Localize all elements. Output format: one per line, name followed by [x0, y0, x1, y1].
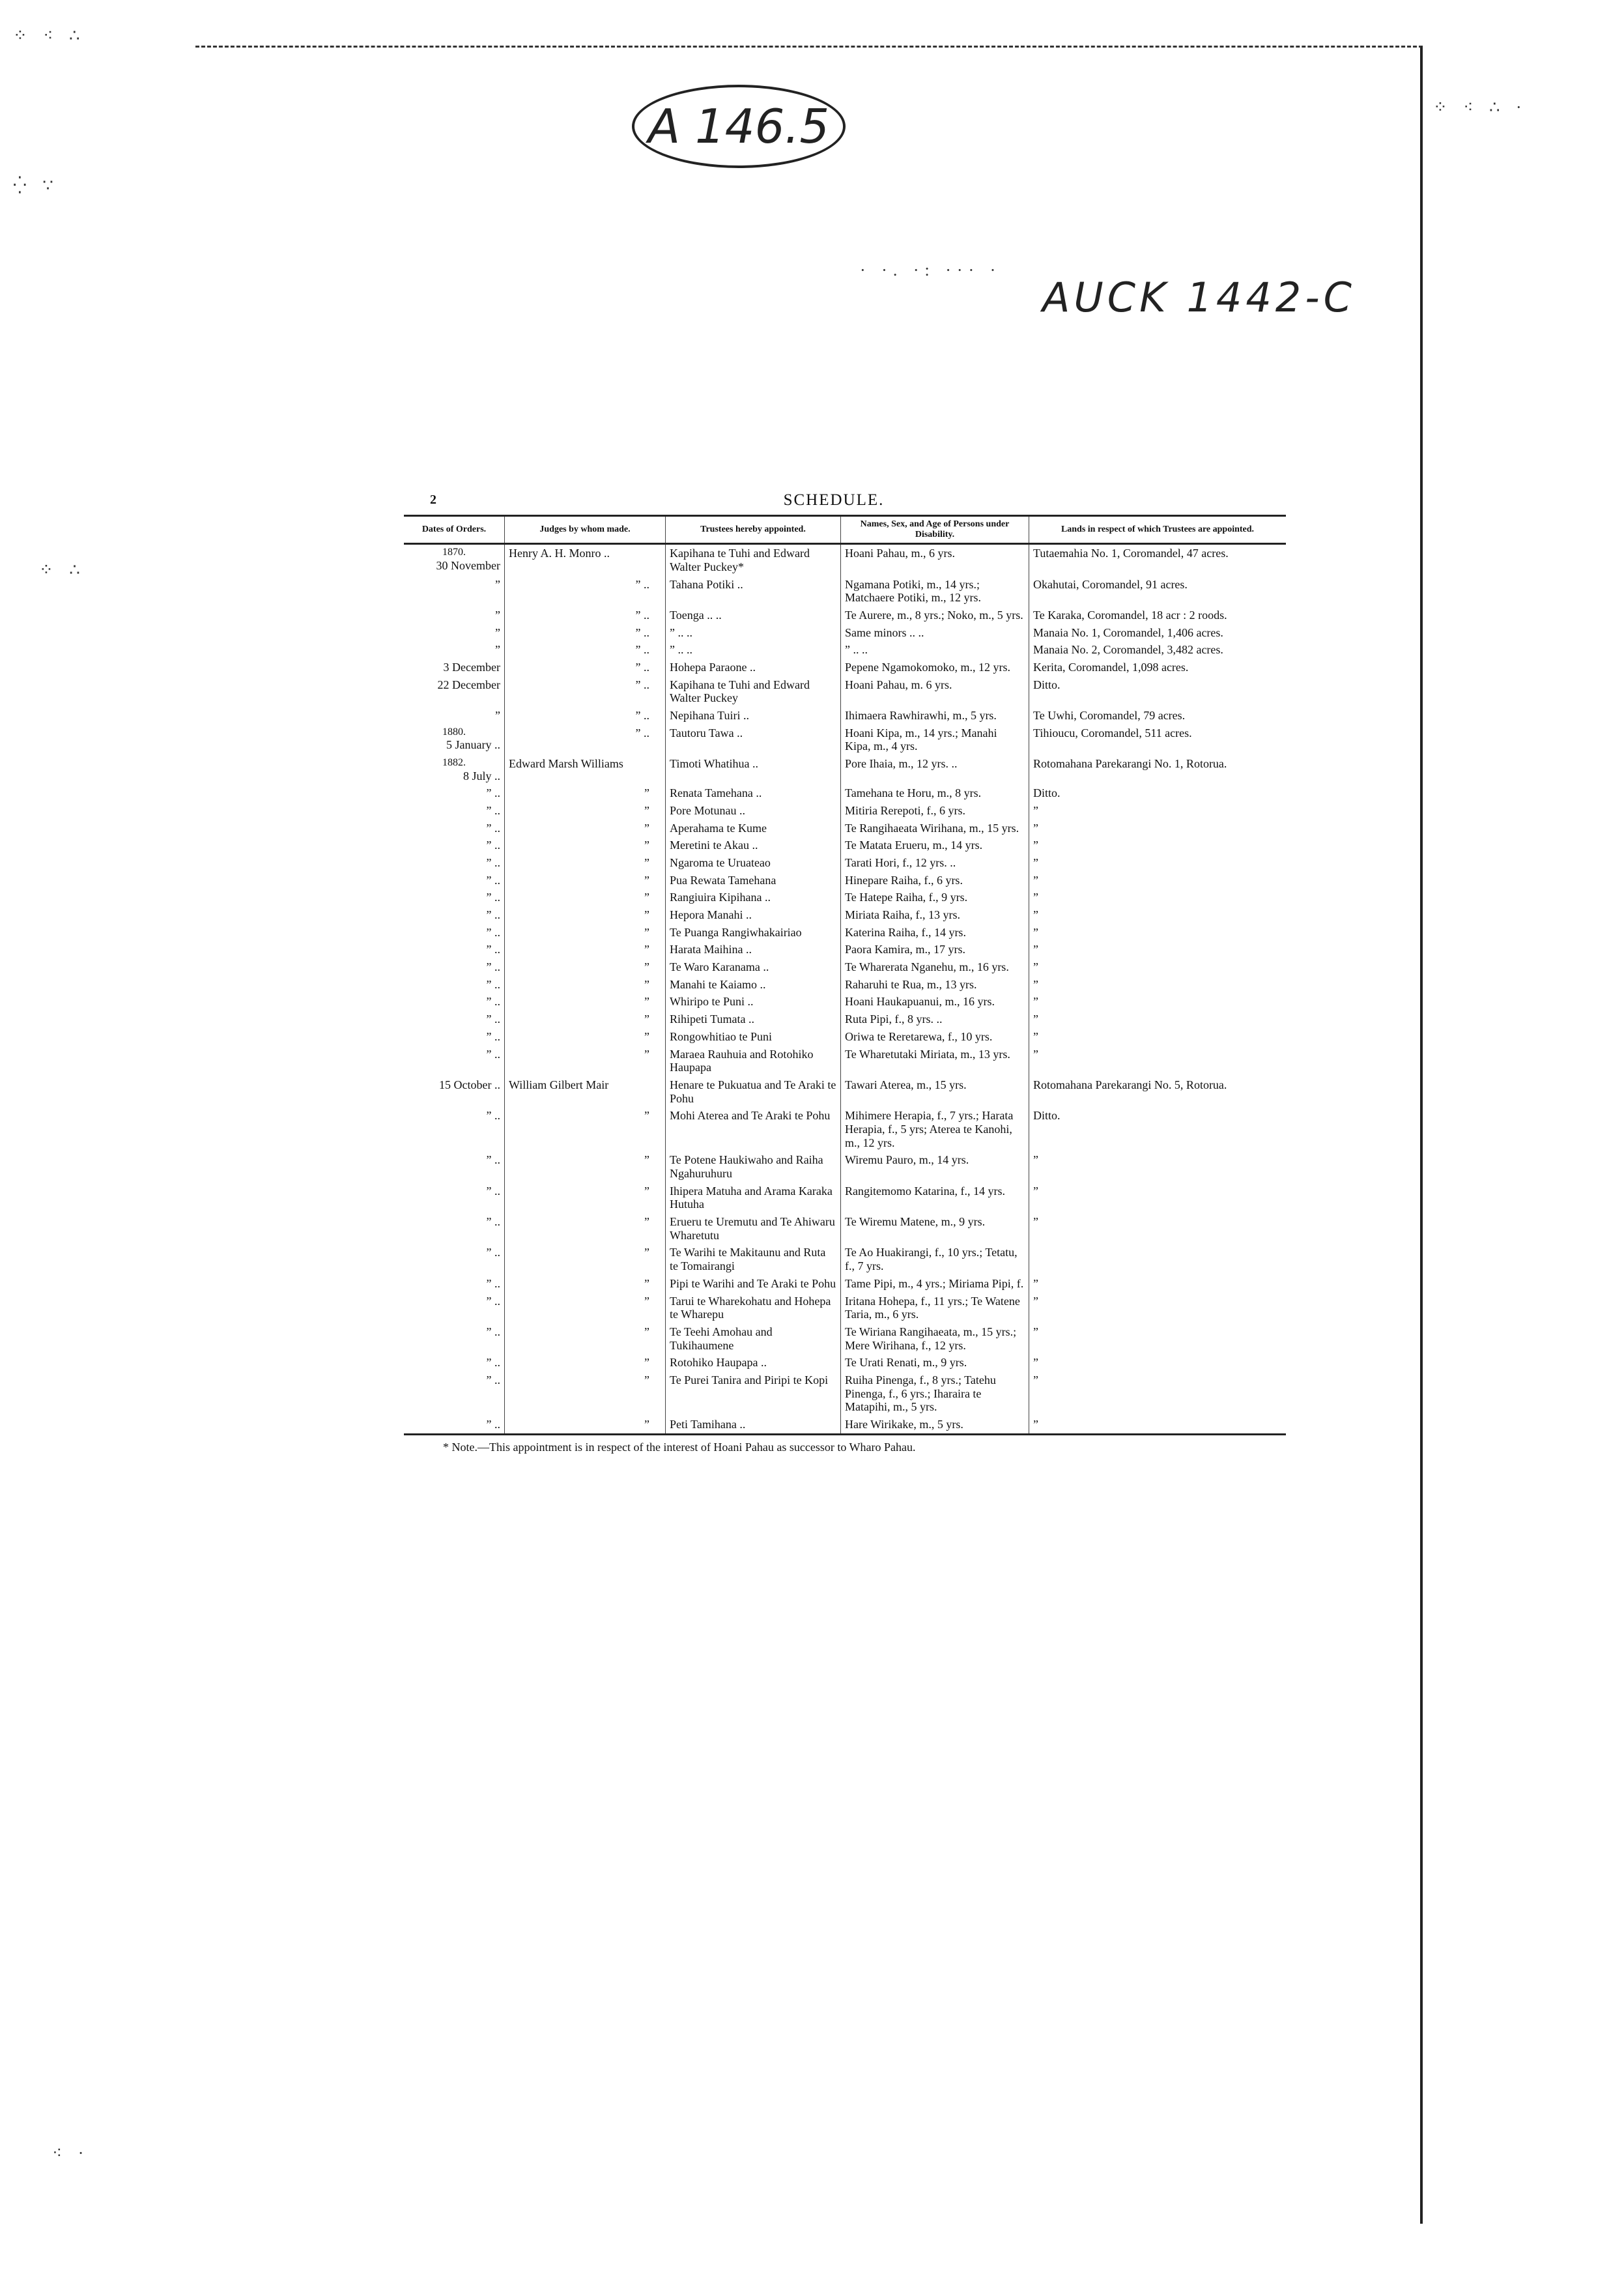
order-date: ” — [495, 709, 500, 723]
table-row — [404, 1293, 1286, 1323]
trustees-cell: Te Teehi Amohau and Tukihaumene — [666, 1323, 841, 1354]
order-date: 22 December — [437, 678, 500, 691]
lands-cell: ” — [1029, 993, 1287, 1011]
judge-cell: ” .. — [505, 725, 666, 755]
judge-cell: ” — [505, 1416, 666, 1434]
order-date: 8 July .. — [463, 769, 500, 783]
table-row — [404, 941, 1286, 958]
lands-cell: ” — [1029, 1028, 1287, 1046]
judge-cell: ” — [505, 1183, 666, 1213]
lands-cell: ” — [1029, 854, 1287, 872]
persons-cell: Te Wharetutaki Miriata, m., 13 yrs. — [841, 1046, 1029, 1076]
persons-cell: Pepene Ngamokomoko, m., 12 yrs. — [841, 659, 1029, 676]
table-row — [404, 624, 1286, 642]
persons-cell: Pore Ihaia, m., 12 yrs. .. — [841, 755, 1029, 784]
lands-cell: Okahutai, Coromandel, 91 acres. — [1029, 576, 1287, 607]
persons-cell: Ihimaera Rawhirawhi, m., 5 yrs. — [841, 707, 1029, 725]
order-date-cell — [404, 607, 505, 624]
order-date: ” .. — [486, 839, 500, 852]
trustees-cell: Renata Tamehana .. — [666, 784, 841, 802]
persons-cell: Hinepare Raiha, f., 6 yrs. — [841, 872, 1029, 889]
lands-cell: ” — [1029, 924, 1287, 941]
persons-cell: Te Rangihaeata Wirihana, m., 15 yrs. — [841, 820, 1029, 837]
lands-cell: ” — [1029, 1416, 1287, 1434]
order-date-cell — [404, 941, 505, 958]
lands-cell: ” — [1029, 1371, 1287, 1416]
persons-cell: Hoani Pahau, m. 6 yrs. — [841, 676, 1029, 707]
judge-cell: ” .. — [505, 576, 666, 607]
scan-noise: ⁘ ⁖ ∴ — [13, 26, 86, 45]
order-date-cell — [404, 1107, 505, 1151]
table-row — [404, 725, 1286, 755]
table-row — [404, 1183, 1286, 1213]
judge-cell: ” — [505, 854, 666, 872]
trustees-cell: Te Puanga Rangiwhakairiao — [666, 924, 841, 941]
lands-cell: Tihioucu, Coromandel, 511 acres. — [1029, 725, 1287, 755]
lands-cell: ” — [1029, 1293, 1287, 1323]
table-row — [404, 676, 1286, 707]
table-row — [404, 993, 1286, 1011]
persons-cell: Te Wiremu Matene, m., 9 yrs. — [841, 1213, 1029, 1244]
trustees-cell: Nepihana Tuiri .. — [666, 707, 841, 725]
judge-cell: ” .. — [505, 607, 666, 624]
persons-cell: ” .. .. — [841, 641, 1029, 659]
order-date: 15 October .. — [439, 1078, 500, 1091]
lands-cell: Ditto. — [1029, 676, 1287, 707]
persons-cell: Oriwa te Reretarewa, f., 10 yrs. — [841, 1028, 1029, 1046]
order-date-cell — [404, 784, 505, 802]
col-header-dates: Dates of Orders. — [404, 516, 505, 544]
archive-stamp: A 146.5 — [632, 85, 846, 168]
order-date: ” .. — [486, 1418, 500, 1431]
order-date: ” .. — [486, 803, 500, 817]
lands-cell: ” — [1029, 1183, 1287, 1213]
persons-cell: Wiremu Pauro, m., 14 yrs. — [841, 1151, 1029, 1182]
judge-cell: ” .. — [505, 659, 666, 676]
order-year: 1880. — [442, 726, 466, 738]
scan-noise: ⁘ ⁖ ∴ · — [1433, 98, 1528, 117]
judge-cell: ” — [505, 1275, 666, 1293]
judge-cell: ” — [505, 802, 666, 820]
table-row — [404, 1151, 1286, 1182]
scan-noise: ⁖ · — [52, 2144, 90, 2162]
persons-cell: Te Wiriana Rangihaeata, m., 15 yrs.; Mere Wirihana, f., 12 yrs. — [841, 1323, 1029, 1354]
col-header-lands: Lands in respect of which Trustees are appointed. — [1029, 516, 1287, 544]
trustees-cell: Erueru te Uremutu and Te Ahiwaru Wharetutu — [666, 1213, 841, 1244]
table-row — [404, 707, 1286, 725]
order-date: ” .. — [486, 1246, 500, 1259]
judge-cell: ” .. — [505, 624, 666, 642]
table-row — [404, 1028, 1286, 1046]
scan-noise: ⁘ ∴ — [39, 560, 86, 579]
judge-cell: ” — [505, 1107, 666, 1151]
order-date: ” .. — [486, 977, 500, 991]
table-row — [404, 1213, 1286, 1244]
judge-cell: ” — [505, 924, 666, 941]
order-date-cell — [404, 544, 505, 576]
persons-cell: Raharuhi te Rua, m., 13 yrs. — [841, 976, 1029, 994]
trustees-cell: Ngaroma te Uruateao — [666, 854, 841, 872]
trustees-cell: Hepora Manahi .. — [666, 906, 841, 924]
persons-cell: Hoani Pahau, m., 6 yrs. — [841, 544, 1029, 576]
order-date: ” .. — [486, 960, 500, 974]
table-row — [404, 641, 1286, 659]
trustees-cell: Meretini te Akau .. — [666, 837, 841, 854]
order-date: ” .. — [486, 943, 500, 956]
table-row — [404, 802, 1286, 820]
order-date-cell — [404, 1028, 505, 1046]
judge-cell: ” — [505, 1046, 666, 1076]
trustees-cell: Tautoru Tawa .. — [666, 725, 841, 755]
persons-cell: Same minors .. .. — [841, 624, 1029, 642]
order-date-cell — [404, 659, 505, 676]
judge-cell: ” — [505, 1151, 666, 1182]
persons-cell: Hare Wirikake, m., 5 yrs. — [841, 1416, 1029, 1434]
judge-cell: ” — [505, 1323, 666, 1354]
order-date: ” — [495, 625, 500, 639]
order-date: 30 November — [436, 558, 500, 572]
trustees-cell: Harata Maihina .. — [666, 941, 841, 958]
order-date-cell — [404, 802, 505, 820]
order-year: 1870. — [442, 547, 466, 558]
persons-cell: Paora Kamira, m., 17 yrs. — [841, 941, 1029, 958]
trustees-cell: Toenga .. .. — [666, 607, 841, 624]
page-title: SCHEDULE. — [783, 491, 885, 509]
lands-cell: ” — [1029, 976, 1287, 994]
lands-cell: ” — [1029, 906, 1287, 924]
order-date: 5 January .. — [446, 738, 500, 752]
table-row — [404, 906, 1286, 924]
order-year: 1882. — [442, 757, 466, 769]
order-date-cell — [404, 1371, 505, 1416]
table-row — [404, 755, 1286, 784]
persons-cell: Tamehana te Horu, m., 8 yrs. — [841, 784, 1029, 802]
order-date-cell — [404, 1076, 505, 1107]
order-date: ” .. — [486, 873, 500, 887]
lands-cell: Rotomahana Parekarangi No. 1, Rotorua. — [1029, 755, 1287, 784]
judge-cell: ” — [505, 784, 666, 802]
table-row — [404, 544, 1286, 576]
trustees-cell: Aperahama te Kume — [666, 820, 841, 837]
trustees-cell: Ihipera Matuha and Arama Karaka Hutuha — [666, 1183, 841, 1213]
persons-cell: Katerina Raiha, f., 14 yrs. — [841, 924, 1029, 941]
order-date-cell — [404, 1046, 505, 1076]
judge-cell: ” — [505, 941, 666, 958]
lands-cell: ” — [1029, 1354, 1287, 1371]
persons-cell: Ngamana Potiki, m., 14 yrs.; Matchaere Potiki, m., 12 yrs. — [841, 576, 1029, 607]
persons-cell: Mitiria Rerepoti, f., 6 yrs. — [841, 802, 1029, 820]
lands-cell: ” — [1029, 802, 1287, 820]
order-date-cell — [404, 641, 505, 659]
order-date: ” .. — [486, 1109, 500, 1123]
order-date-cell — [404, 1293, 505, 1323]
order-date: ” .. — [486, 995, 500, 1009]
table-row — [404, 854, 1286, 872]
persons-cell: Mihimere Herapia, f., 7 yrs.; Harata Herapia, f., 5 yrs; Aterea te Kanohi, m., 12 yrs. — [841, 1107, 1029, 1151]
order-date: ” .. — [486, 1215, 500, 1229]
judge-cell: ” — [505, 1244, 666, 1274]
judge-cell: ” — [505, 1213, 666, 1244]
lands-cell: ” — [1029, 1275, 1287, 1293]
judge-cell: ” — [505, 889, 666, 906]
table-row — [404, 837, 1286, 854]
table-row — [404, 1244, 1286, 1274]
lands-cell: Manaia No. 1, Coromandel, 1,406 acres. — [1029, 624, 1287, 642]
order-date-cell — [404, 1354, 505, 1371]
order-date: ” .. — [486, 855, 500, 869]
order-date: ” .. — [486, 1047, 500, 1061]
order-date: 3 December — [443, 661, 500, 674]
order-date: ” .. — [486, 1373, 500, 1386]
order-date-cell — [404, 889, 505, 906]
order-date-cell — [404, 624, 505, 642]
order-date-cell — [404, 1213, 505, 1244]
table-row — [404, 1076, 1286, 1107]
order-date-cell — [404, 707, 505, 725]
order-date-cell — [404, 1011, 505, 1028]
table-row — [404, 1107, 1286, 1151]
table-row — [404, 924, 1286, 941]
lands-cell: Ditto. — [1029, 1107, 1287, 1151]
judge-cell: William Gilbert Mair — [505, 1076, 666, 1107]
trustees-cell: Hohepa Paraone .. — [666, 659, 841, 676]
header-row — [404, 516, 1286, 544]
schedule — [404, 489, 1264, 1454]
scan-noise: ⁛ ∵ — [13, 176, 59, 195]
persons-cell: Iritana Hohepa, f., 11 yrs.; Te Watene Taria, m., 6 yrs. — [841, 1293, 1029, 1323]
trustees-cell: Pua Rewata Tamehana — [666, 872, 841, 889]
persons-cell: Tarati Hori, f., 12 yrs. .. — [841, 854, 1029, 872]
lands-cell: ” — [1029, 1046, 1287, 1076]
persons-cell: Te Wharerata Nganehu, m., 16 yrs. — [841, 958, 1029, 976]
trustees-cell: Pipi te Warihi and Te Araki te Pohu — [666, 1275, 841, 1293]
order-date: ” — [495, 608, 500, 622]
lands-cell: Rotomahana Parekarangi No. 5, Rotorua. — [1029, 1076, 1287, 1107]
lands-cell: ” — [1029, 941, 1287, 958]
table-row — [404, 1371, 1286, 1416]
lands-cell — [1029, 1244, 1287, 1274]
judge-cell: ” .. — [505, 641, 666, 659]
order-date: ” .. — [486, 821, 500, 835]
lands-cell: ” — [1029, 872, 1287, 889]
trustees-cell: Maraea Rauhuia and Rotohiko Haupapa — [666, 1046, 841, 1076]
table-row — [404, 576, 1286, 607]
trustees-cell: Te Warihi te Makitaunu and Ruta te Tomairangi — [666, 1244, 841, 1274]
persons-cell: Te Hatepe Raiha, f., 9 yrs. — [841, 889, 1029, 906]
trustees-cell: Henare te Pukuatua and Te Araki te Pohu — [666, 1076, 841, 1107]
order-date-cell — [404, 906, 505, 924]
order-date: ” .. — [486, 891, 500, 904]
order-date-cell — [404, 676, 505, 707]
table-row — [404, 820, 1286, 837]
order-date: ” — [495, 643, 500, 657]
lands-cell: Manaia No. 2, Coromandel, 3,482 acres. — [1029, 641, 1287, 659]
trustees-cell: Te Purei Tanira and Piripi te Kopi — [666, 1371, 841, 1416]
lands-cell: ” — [1029, 1011, 1287, 1028]
lands-cell: Tutaemahia No. 1, Coromandel, 47 acres. — [1029, 544, 1287, 576]
judge-cell: Henry A. H. Monro .. — [505, 544, 666, 576]
judge-cell: ” — [505, 1354, 666, 1371]
judge-cell: ” — [505, 1028, 666, 1046]
order-date: ” .. — [486, 1029, 500, 1043]
order-date-cell — [404, 924, 505, 941]
trustees-cell: Rangiuira Kipihana .. — [666, 889, 841, 906]
trustees-cell: Rihipeti Tumata .. — [666, 1011, 841, 1028]
judge-cell: ” .. — [505, 707, 666, 725]
lands-cell: ” — [1029, 1151, 1287, 1182]
lands-cell: ” — [1029, 1213, 1287, 1244]
order-date-cell — [404, 1244, 505, 1274]
table-row — [404, 659, 1286, 676]
table-row — [404, 889, 1286, 906]
table-row — [404, 1046, 1286, 1076]
order-date-cell — [404, 576, 505, 607]
trustees-cell: Kapihana te Tuhi and Edward Walter Puckey — [666, 676, 841, 707]
order-date-cell — [404, 837, 505, 854]
archive-reference: AUCK 1442-C — [1042, 274, 1356, 321]
order-date-cell — [404, 958, 505, 976]
order-date-cell — [404, 854, 505, 872]
table-row — [404, 607, 1286, 624]
lands-cell: ” — [1029, 1323, 1287, 1354]
judge-cell: ” — [505, 820, 666, 837]
table-row — [404, 1011, 1286, 1028]
persons-cell: Rangitemomo Katarina, f., 14 yrs. — [841, 1183, 1029, 1213]
persons-cell: Hoani Kipa, m., 14 yrs.; Manahi Kipa, m., 4 yrs. — [841, 725, 1029, 755]
trustees-cell: Tahana Potiki .. — [666, 576, 841, 607]
order-date-cell — [404, 993, 505, 1011]
persons-cell: Hoani Haukapuanui, m., 16 yrs. — [841, 993, 1029, 1011]
persons-cell: Te Aurere, m., 8 yrs.; Noko, m., 5 yrs. — [841, 607, 1029, 624]
order-date: ” .. — [486, 1184, 500, 1198]
table-row — [404, 872, 1286, 889]
schedule-rows — [404, 544, 1286, 1435]
persons-cell: Ruta Pipi, f., 8 yrs. .. — [841, 1011, 1029, 1028]
order-date-cell — [404, 1151, 505, 1182]
judge-cell: ” — [505, 958, 666, 976]
trustees-cell: Tarui te Wharekohatu and Hohepa te Wharepu — [666, 1293, 841, 1323]
judge-cell: ” — [505, 1293, 666, 1323]
order-date: ” .. — [486, 1012, 500, 1026]
table-row — [404, 976, 1286, 994]
table-row — [404, 1323, 1286, 1354]
order-date-cell — [404, 1183, 505, 1213]
trustees-cell: Manahi te Kaiamo .. — [666, 976, 841, 994]
order-date: ” .. — [486, 908, 500, 922]
page-number: 2 — [430, 493, 436, 507]
order-date-cell — [404, 820, 505, 837]
judge-cell: ” .. — [505, 676, 666, 707]
judge-cell: ” — [505, 837, 666, 854]
persons-cell: Ruiha Pinenga, f., 8 yrs.; Tatehu Pinenga, f., 6 yrs.; Iharaira te Matapihi, m., 5 yrs. — [841, 1371, 1029, 1416]
order-date-cell — [404, 755, 505, 784]
persons-cell: Te Matata Erueru, m., 14 yrs. — [841, 837, 1029, 854]
table-row — [404, 958, 1286, 976]
order-date-cell — [404, 1416, 505, 1434]
table-row — [404, 1416, 1286, 1434]
judge-cell: Edward Marsh Williams — [505, 755, 666, 784]
persons-cell: Te Urati Renati, m., 9 yrs. — [841, 1354, 1029, 1371]
trustees-cell: ” .. .. — [666, 624, 841, 642]
order-date: ” .. — [486, 1294, 500, 1308]
table-row — [404, 1354, 1286, 1371]
order-date-cell — [404, 1275, 505, 1293]
trustees-cell: Te Waro Karanama .. — [666, 958, 841, 976]
lands-cell: Kerita, Coromandel, 1,098 acres. — [1029, 659, 1287, 676]
order-date: ” .. — [486, 925, 500, 939]
persons-cell: Te Ao Huakirangi, f., 10 yrs.; Tetatu, f., 7 yrs. — [841, 1244, 1029, 1274]
lands-cell: Ditto. — [1029, 784, 1287, 802]
trustees-cell: Peti Tamihana .. — [666, 1416, 841, 1434]
scan-noise: · ·. ·: ··· · — [860, 261, 1002, 280]
trustees-cell: Kapihana te Tuhi and Edward Walter Puckey* — [666, 544, 841, 576]
order-date: ” — [495, 577, 500, 591]
trustees-cell: Mohi Aterea and Te Araki te Pohu — [666, 1107, 841, 1151]
trustees-cell: Pore Motunau .. — [666, 802, 841, 820]
judge-cell: ” — [505, 1371, 666, 1416]
order-date: ” .. — [486, 786, 500, 800]
lands-cell: ” — [1029, 958, 1287, 976]
order-date-cell — [404, 725, 505, 755]
order-date-cell — [404, 1323, 505, 1354]
order-date-cell — [404, 872, 505, 889]
lands-cell: ” — [1029, 837, 1287, 854]
lands-cell: Te Uwhi, Coromandel, 79 acres. — [1029, 707, 1287, 725]
lands-cell: ” — [1029, 889, 1287, 906]
trustees-cell: Timoti Whatihua .. — [666, 755, 841, 784]
judge-cell: ” — [505, 976, 666, 994]
page-header — [404, 489, 1264, 515]
order-date: ” .. — [486, 1153, 500, 1167]
order-date: ” .. — [486, 1276, 500, 1290]
order-date: ” .. — [486, 1325, 500, 1338]
order-date: ” .. — [486, 1356, 500, 1370]
judge-cell: ” — [505, 906, 666, 924]
order-date-cell — [404, 976, 505, 994]
trustees-cell: Rotohiko Haupapa .. — [666, 1354, 841, 1371]
col-header-judges: Judges by whom made. — [505, 516, 666, 544]
persons-cell: Tame Pipi, m., 4 yrs.; Miriama Pipi, f. — [841, 1275, 1029, 1293]
trustees-cell: ” .. .. — [666, 641, 841, 659]
judge-cell: ” — [505, 1011, 666, 1028]
persons-cell: Miriata Raiha, f., 13 yrs. — [841, 906, 1029, 924]
lands-cell: Te Karaka, Coromandel, 18 acr : 2 roods. — [1029, 607, 1287, 624]
lands-cell: ” — [1029, 820, 1287, 837]
col-header-trustees: Trustees hereby appointed. — [666, 516, 841, 544]
judge-cell: ” — [505, 872, 666, 889]
footnote: * Note.—This appointment is in respect of the interest of Hoani Pahau as successor to Wharo Pahau. — [443, 1440, 916, 1454]
judge-cell: ” — [505, 993, 666, 1011]
table-row — [404, 784, 1286, 802]
col-header-persons: Names, Sex, and Age of Persons under Disability. — [841, 516, 1029, 544]
schedule-table — [404, 515, 1286, 1435]
trustees-cell: Rongowhitiao te Puni — [666, 1028, 841, 1046]
persons-cell: Tawari Aterea, m., 15 yrs. — [841, 1076, 1029, 1107]
table-row — [404, 1275, 1286, 1293]
trustees-cell: Whiripo te Puni .. — [666, 993, 841, 1011]
trustees-cell: Te Potene Haukiwaho and Raiha Ngahuruhuru — [666, 1151, 841, 1182]
